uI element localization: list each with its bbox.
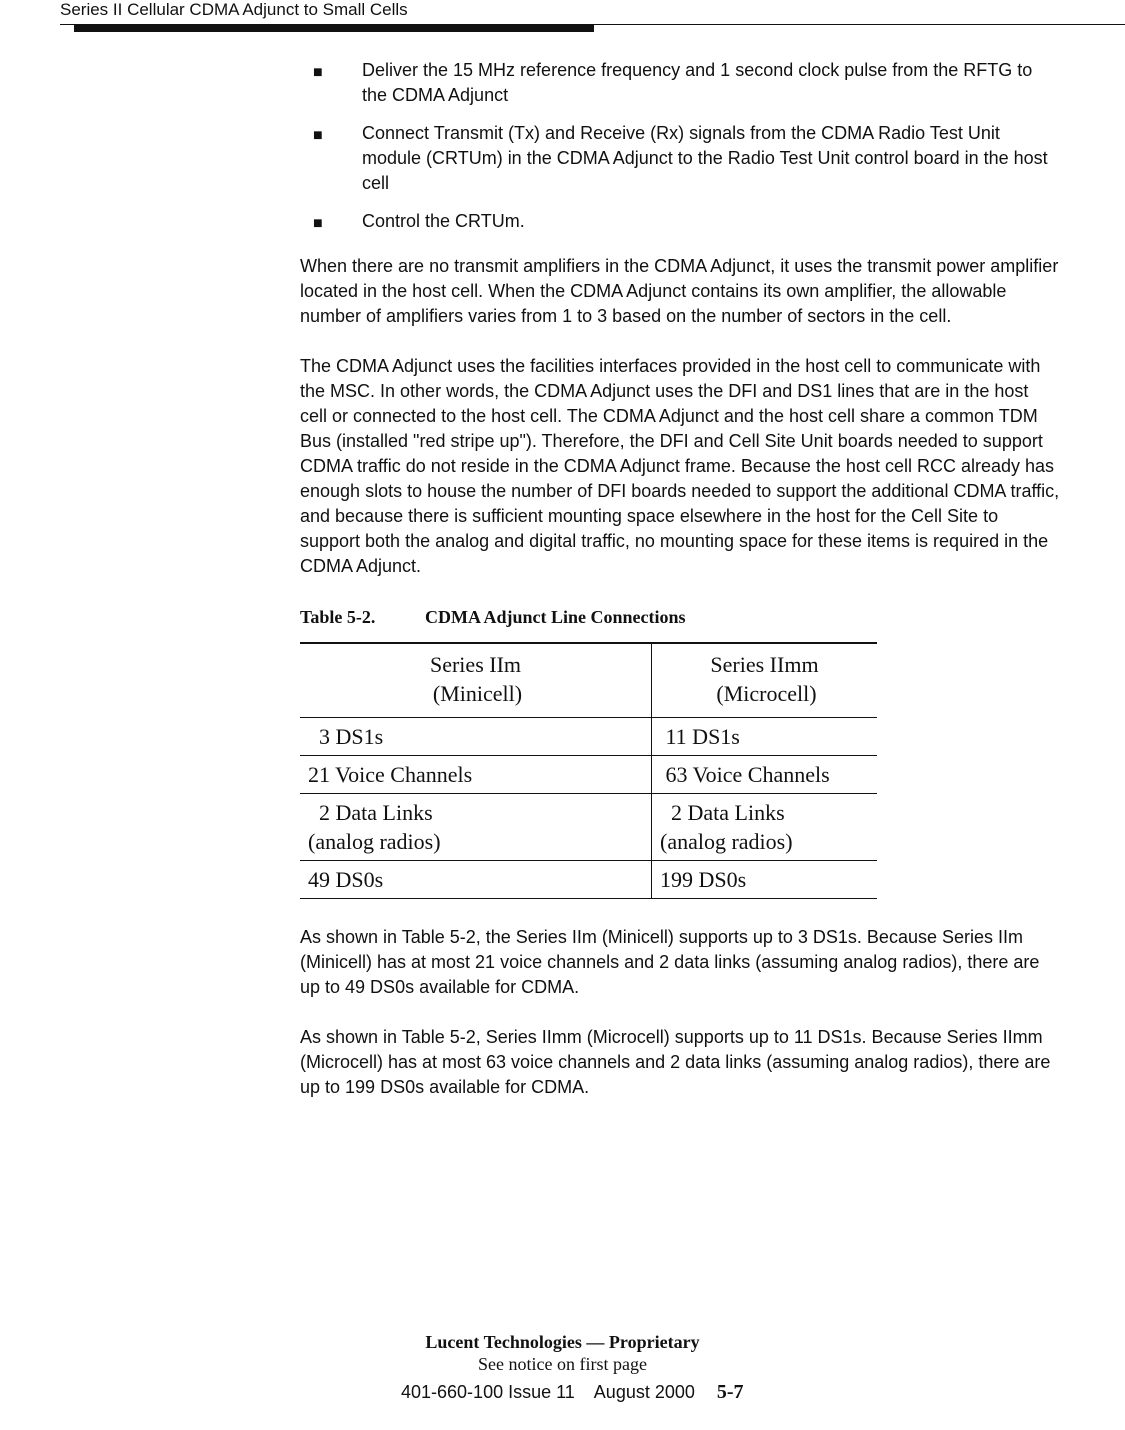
paragraph-amplifiers: When there are no transmit amplifiers in the CDMA Adjunct, it uses the transmit power amplifier located in the host cell. When the CDMA Adjunct contains its own amplifier, the allowable number of amplifiers varies from 1 to 3 based on the number of sectors in the cell. [300,256,1059,326]
bullet-square-icon: ■ [313,64,323,81]
paragraph-facilities: The CDMA Adjunct uses the facilities interfaces provided in the host cell to communicate with the MSC. In other words, the CDMA Adjunct uses the DFI and DS1 lines that are in the host cell or connected to the host cell. The CDMA Adjunct and the host cell share a common TDM Bus (installed "red stripe up"). Therefore, the DFI and Cell Site Unit boards needed to support CDMA traffic do not reside in the CDMA Adjunct frame. Because the host cell RCC already has enough slots to house the number of DFI boards needed to support the additional CDMA traffic, and because there is sufficient mounting space elsewhere in the host for the Cell Site to support both the analog and digital traffic, no mounting space for these items is required in the CDMA Adjunct. [300,356,1060,576]
page-number: 5-7 [716,1381,744,1403]
bullet-text: Control the CRTUm. [362,211,525,231]
bullet-item [300,209,1060,234]
line-connections-table [300,642,877,899]
bullet-list [300,58,1060,234]
table-cell: 11 DS1s [652,718,878,756]
table-cell: 2 Data Links (analog radios) [300,794,652,861]
table-caption [300,606,1060,628]
bullet-square-icon: ■ [313,215,323,232]
footer-notice: See notice on first page [478,1354,647,1374]
table-row [300,861,877,899]
bullet-text: Connect Transmit (Tx) and Receive (Rx) signals from the CDMA Radio Test Unit module (CRTUm) in the CDMA Adjunct to the Radio Test Unit control board in the host cell [362,123,1048,193]
bullet-text: Deliver the 15 MHz reference frequency and 1 second clock pulse from the RFTG to the CDMA Adjunct [362,60,1033,105]
paragraph-microcell: As shown in Table 5-2, Series IImm (Microcell) supports up to 11 DS1s. Because Series IImm (Microcell) has at most 63 voice channels and 2 data links (assuming analog radios), there are up to 199 DS0s available for CDMA. [300,1027,1051,1097]
table-cell: 63 Voice Channels [652,756,878,794]
table-header-row [300,643,877,718]
column-header-minicell: Series IIm (Minicell) [300,643,652,718]
footer-doc-id: 401-660-100 Issue 11 August 2000 [401,1382,695,1402]
bullet-item [300,58,1060,108]
bullet-item [300,121,1060,196]
table-cell: 49 DS0s [300,861,652,899]
column-header-microcell: Series IImm (Microcell) [652,643,878,718]
table-number: Table 5-2. [300,607,376,627]
table-cell: 199 DS0s [652,861,878,899]
table-row [300,756,877,794]
paragraph-minicell: As shown in Table 5-2, the Series IIm (Minicell) supports up to 3 DS1s. Because Series IIm (Minicell) has at most 21 voice channels and 2 data links (assuming analog radios), there are up to 49 DS0s available for CDMA. [300,927,1040,997]
table-cell: 2 Data Links (analog radios) [652,794,878,861]
table-row [300,794,877,861]
table-cell: 21 Voice Channels [300,756,652,794]
footer-doc-info [401,1381,744,1403]
page-body [300,58,1060,1100]
running-header-title: Series II Cellular CDMA Adjunct to Small Cells [60,0,408,19]
table-cell: 3 DS1s [300,718,652,756]
bullet-square-icon: ■ [313,127,323,144]
table-row [300,718,877,756]
header-rule-bar [74,24,594,32]
footer-company: Lucent Technologies — Proprietary [425,1332,700,1352]
table-title: CDMA Adjunct Line Connections [425,607,686,627]
